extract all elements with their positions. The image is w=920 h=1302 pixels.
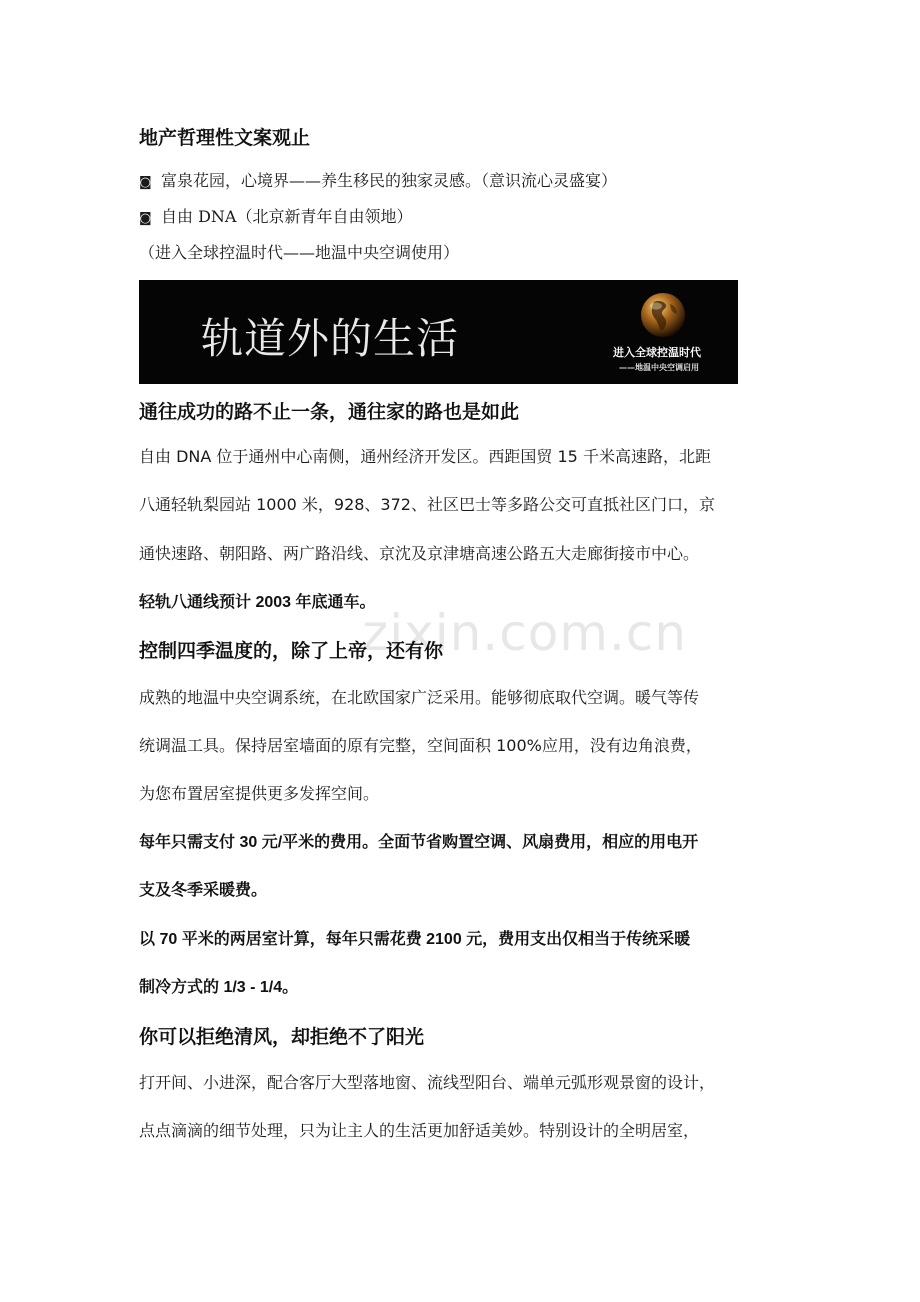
banner-title: 轨道外的生活	[201, 314, 460, 363]
paragraph-line: 成熟的地温中央空调系统，在北欧国家广泛采用。能够彻底取代空调。暖气等传	[139, 688, 700, 707]
paragraph-line: 自由 DNA 位于通州中心南侧，通州经济开发区。西距国贸 15 千米高速路，北距	[139, 447, 711, 466]
banner-tagline: 进入全球控温时代	[613, 346, 701, 359]
highlight-line: 每年只需支付 30 元/平米的费用。全面节省购置空调、风扇费用，相应的用电开	[139, 834, 699, 851]
paragraph-line: 打开间、小进深，配合客厅大型落地窗、流线型阳台、端单元弧形观景窗的设计，	[139, 1073, 716, 1092]
paragraph-line: 点点滴滴的细节处理，只为让主人的生活更加舒适美妙。特别设计的全明居室，	[139, 1121, 700, 1140]
paragraph-line: 为您布置居室提供更多发挥空间。	[139, 784, 380, 803]
banner-subtagline: ——地温中央空调启用	[619, 363, 699, 372]
highlight-line: 制冷方式的 1/3 - 1/4。	[139, 979, 299, 996]
watermark: zixin.com.cn	[362, 604, 688, 662]
sub-note: （进入全球控温时代——地温中央空调使用）	[139, 243, 460, 262]
banner-image	[139, 280, 738, 384]
paragraph-line: 通快速路、朝阳路、两广路沿线、京沈及京津塘高速公路五大走廊街接市中心。	[139, 544, 700, 563]
bullet-icon: ◙	[139, 175, 152, 190]
highlight-line: 轻轨八通线预计 2003 年底通车。	[139, 594, 376, 611]
section-heading: 控制四季温度的，除了上帝，还有你	[139, 640, 444, 662]
bullet-text: 自由 DNA（北京新青年自由领地）	[161, 207, 413, 226]
section-heading: 通往成功的路不止一条，通往家的路也是如此	[139, 401, 520, 423]
highlight-line: 支及冬季采暖费。	[139, 882, 268, 899]
paragraph-line: 八通轻轨梨园站 1000 米，928、372、社区巴士等多路公交可直抵社区门口，京	[139, 495, 715, 514]
bullet-text: 富泉花园，心境界——养生移民的独家灵感。（意识流心灵盛宴）	[161, 171, 618, 190]
highlight-line: 以 70 平米的两居室计算，每年只需花费 2100 元，费用支出仅相当于传统采暖	[139, 931, 691, 948]
bullet-item	[139, 168, 617, 191]
bullet-icon: ◙	[139, 211, 152, 226]
document-title: 地产哲理性文案观止	[139, 127, 311, 149]
section-heading: 你可以拒绝清风，却拒绝不了阳光	[139, 1026, 425, 1048]
globe-icon	[640, 292, 686, 338]
paragraph-line: 统调温工具。保持居室墙面的原有完整，空间面积 100%应用，没有边角浪费，	[139, 736, 702, 755]
bullet-item	[139, 204, 412, 227]
